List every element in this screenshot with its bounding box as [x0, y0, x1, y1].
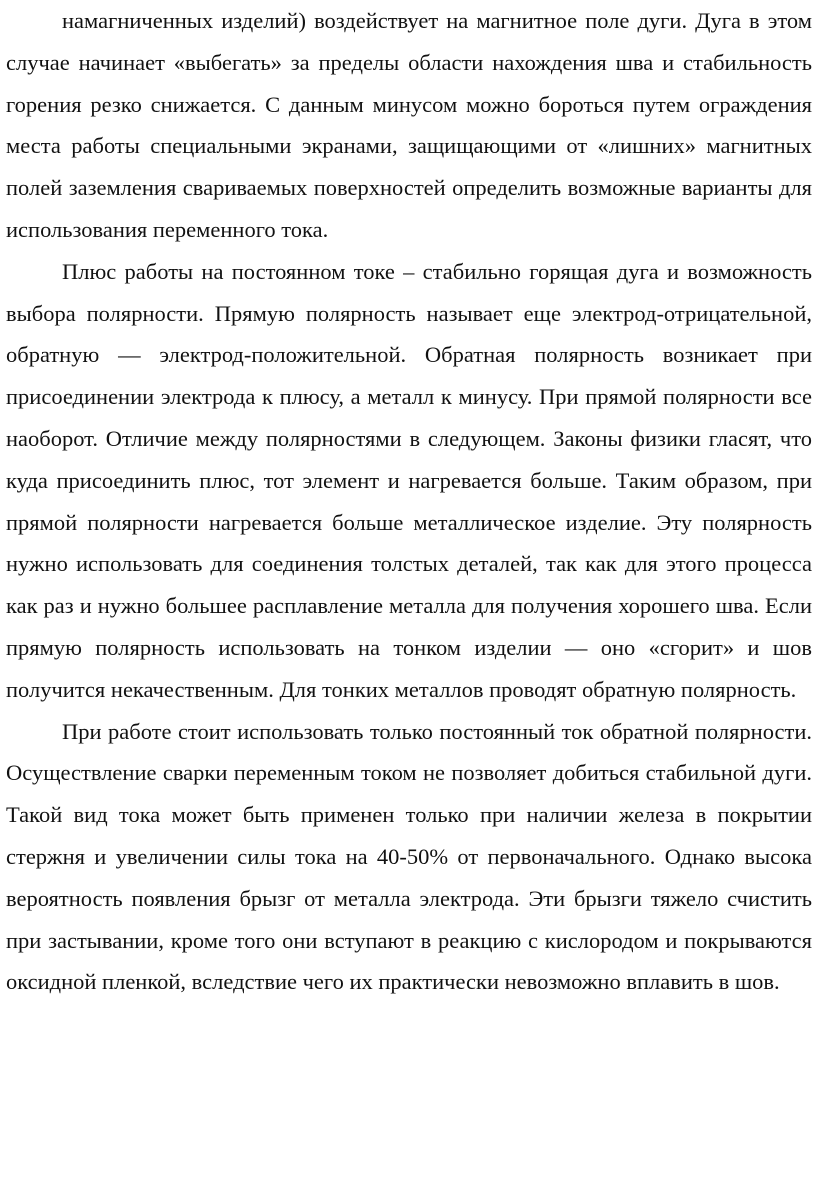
paragraph-1: намагниченных изделий) воздействует на магнитное поле дуги. Дуга в этом случае начинает «выбегать» за пределы области нахождения шва и стабильность горения резко снижается. С данным минусом можно бороться путем ограждения места работы специальными экранами, защищающими от «лишних» магнитных полей заземления свариваемых поверхностей определить возможные варианты для использования переменного тока. [6, 8, 812, 242]
document-body [6, 0, 812, 1003]
paragraph-3: При работе стоит использовать только постоянный ток обратной полярности. Осуществление сварки переменным током не позволяет добиться стабильной дуги. Такой вид тока может быть применен только при наличии железа в покрытии стержня и увеличении силы тока на 40-50% от первоначального. Однако высока вероятность появления брызг от металла электрода. Эти брызги тяжело счистить при застывании, кроме того они вступают в реакцию с кислородом и покрываются оксидной пленкой, вследствие чего их практически невозможно вплавить в шов. [6, 718, 812, 995]
paragraph-2: Плюс работы на постоянном токе – стабильно горящая дуга и возможность выбора полярности. Прямую полярность называет еще электрод-отрицательной, обратную — электрод-положительной. Обратная полярность возникает при присоединении электрода к плюсу, а металл к минусу. При прямой полярности все наоборот. Отличие между полярностями в следующем. Законы физики гласят, что куда присоединить плюс, тот элемент и нагревается больше. Таким образом, при прямой полярности нагревается больше металлическое изделие. Эту полярность нужно использовать для соединения толстых деталей, так как для этого процесса как раз и нужно большее расплавление металла для получения хорошего шва. Если прямую полярность использовать на тонком изделии — оно «сгорит» и шов получится некачественным. Для тонких металлов проводят обратную полярность. [6, 258, 812, 702]
